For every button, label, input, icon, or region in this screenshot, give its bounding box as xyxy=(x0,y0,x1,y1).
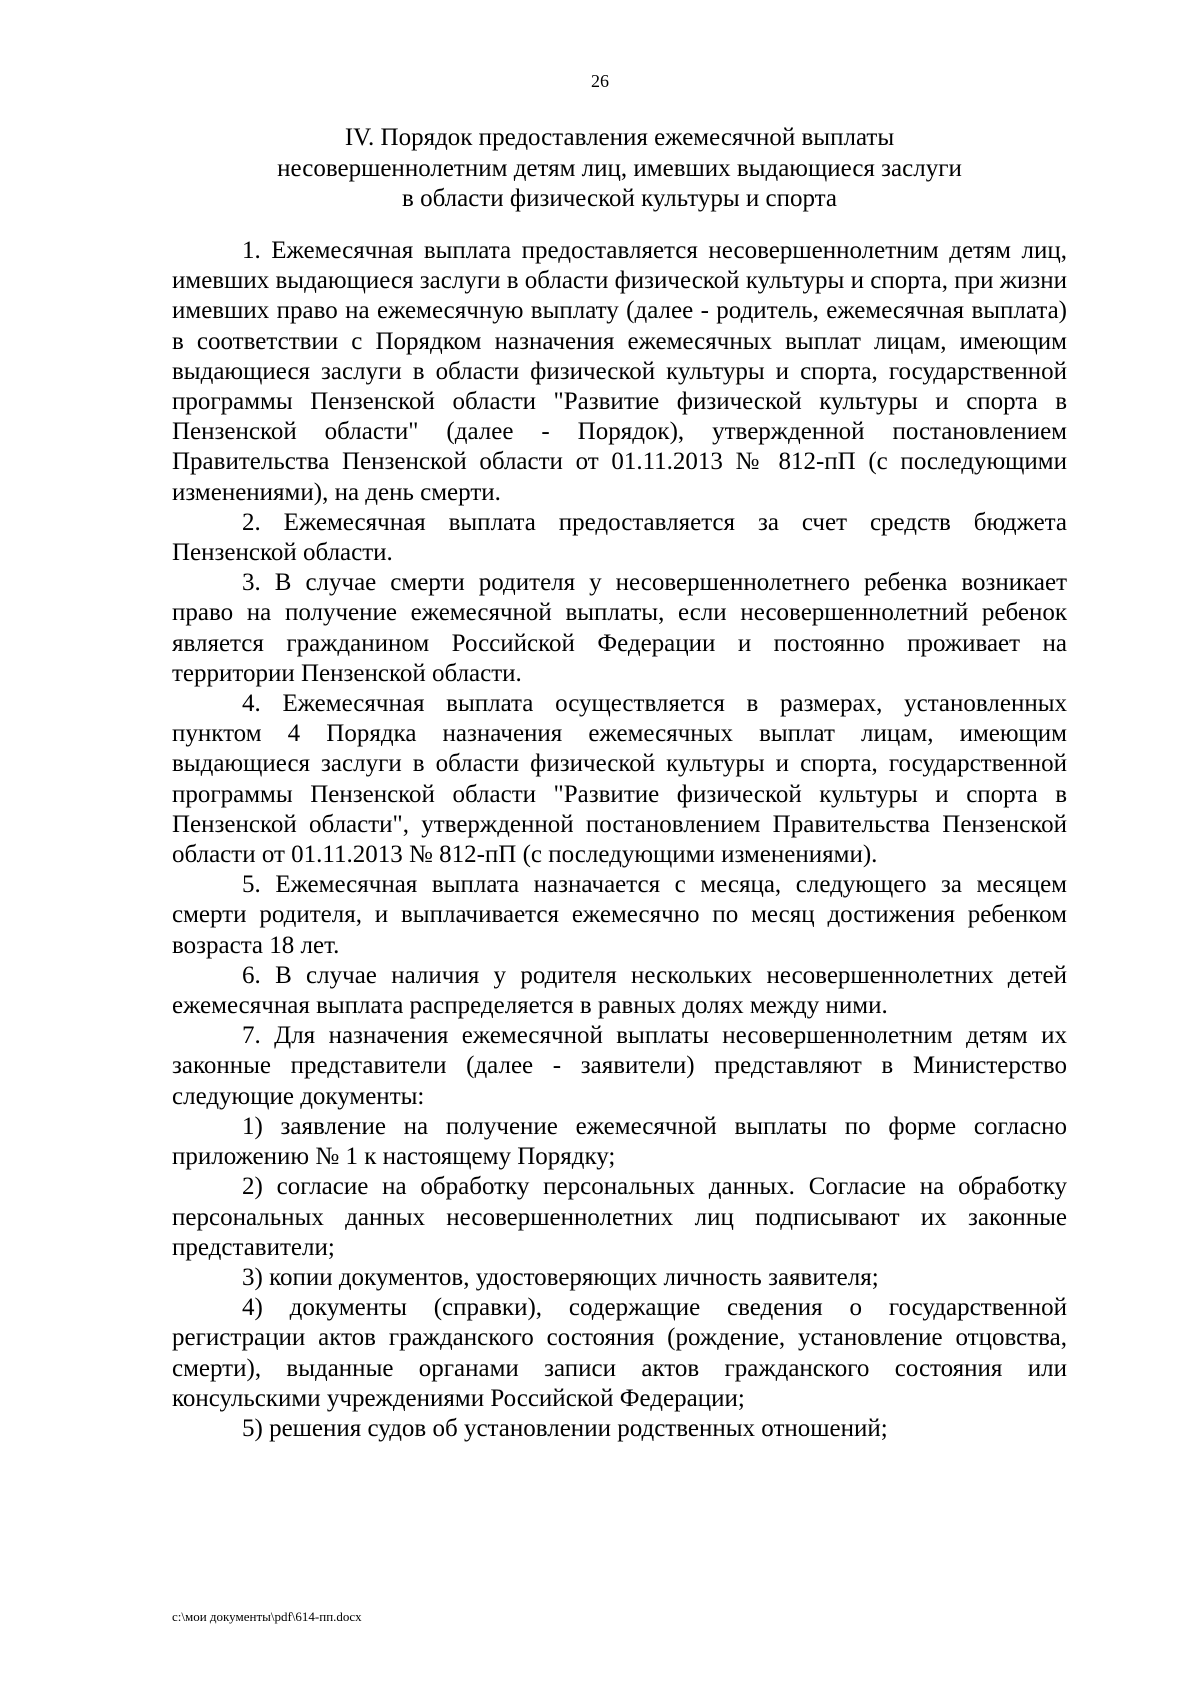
section-title xyxy=(172,123,1067,215)
page-number: 26 xyxy=(591,71,609,91)
paragraph-1: 1. Ежемесячная выплата предоставляется несовершеннолетним детям лиц, имевших выдающиеся заслуги в области физической культуры и спорта, при жизни имевших право на ежемесячную выплату (далее - родитель, ежемесячная выплата) в соответствии с Порядком назначения ежемесячных выплат лицам, имеющим выдающиеся заслуги в области физической культуры и спорта, государственной программы Пензенской области "Развитие физической культуры и спорта в Пензенской области" (далее - Порядок), утвержденной постановлением Правительства Пензенской области от 01.11.2013 № 812-пП (с последующими изменениями), на день смерти. xyxy=(172,237,1067,506)
list-item-3: 3) копии документов, удостоверяющих личность заявителя; xyxy=(242,1263,879,1291)
section-title-line: несовершеннолетним детям лиц, имевших выдающиеся заслуги xyxy=(277,154,962,182)
paragraph-5: 5. Ежемесячная выплата назначается с месяца, следующего за месяцем смерти родителя, и выплачивается ежемесячно по месяц достижения ребенком возраста 18 лет. xyxy=(172,871,1067,959)
list-item-1: 1) заявление на получение ежемесячной выплаты по форме согласно приложению № 1 к настоящему Порядку; xyxy=(172,1112,1067,1171)
paragraph-7: 7. Для назначения ежемесячной выплаты несовершеннолетним детям их законные представители (далее - заявители) представляют в Министерство следующие документы: xyxy=(172,1022,1067,1110)
paragraph-4: 4. Ежемесячная выплата осуществляется в размерах, установленных пунктом 4 Порядка назначения ежемесячных выплат лицам, имеющим выдающиеся заслуги в области физической культуры и спорта, государственной программы Пензенской области "Развитие физической культуры и спорта в Пензенской области", утвержденной постановлением Правительства Пензенской области от 01.11.2013 № 812-пП (с последующими изменениями). xyxy=(172,690,1067,869)
document-body xyxy=(172,236,1067,1444)
section-title-line: IV. Порядок предоставления ежемесячной выплаты xyxy=(344,124,895,151)
paragraph-3: 3. В случае смерти родителя у несовершеннолетнего ребенка возникает право на получение ежемесячной выплаты, если несовершеннолетний ребенок является гражданином Российской Федерации и постоянно проживает на территории Пензенской области. xyxy=(172,569,1067,687)
section-title-line: в области физической культуры и спорта xyxy=(402,185,837,212)
list-item-2: 2) согласие на обработку персональных данных. Согласие на обработку персональных данных несовершеннолетних лиц подписывают их законные представители; xyxy=(172,1173,1067,1261)
list-item-5: 5) решения судов об установлении родственных отношений; xyxy=(242,1414,888,1442)
footer-file-path: c:\мои документы\pdf\614-пп.docx xyxy=(172,1609,362,1624)
paragraph-2: 2. Ежемесячная выплата предоставляется за счет средств бюджета Пензенской области. xyxy=(172,508,1067,567)
paragraph-6: 6. В случае наличия у родителя нескольких несовершеннолетних детей ежемесячная выплата распределяется в равных долях между ними. xyxy=(172,961,1067,1020)
list-item-4: 4) документы (справки), содержащие сведения о государственной регистрации актов гражданского состояния (рождение, установление отцовства, смерти), выданные органами записи актов гражданского состояния или консульскими учреждениями Российской Федерации; xyxy=(172,1294,1067,1412)
